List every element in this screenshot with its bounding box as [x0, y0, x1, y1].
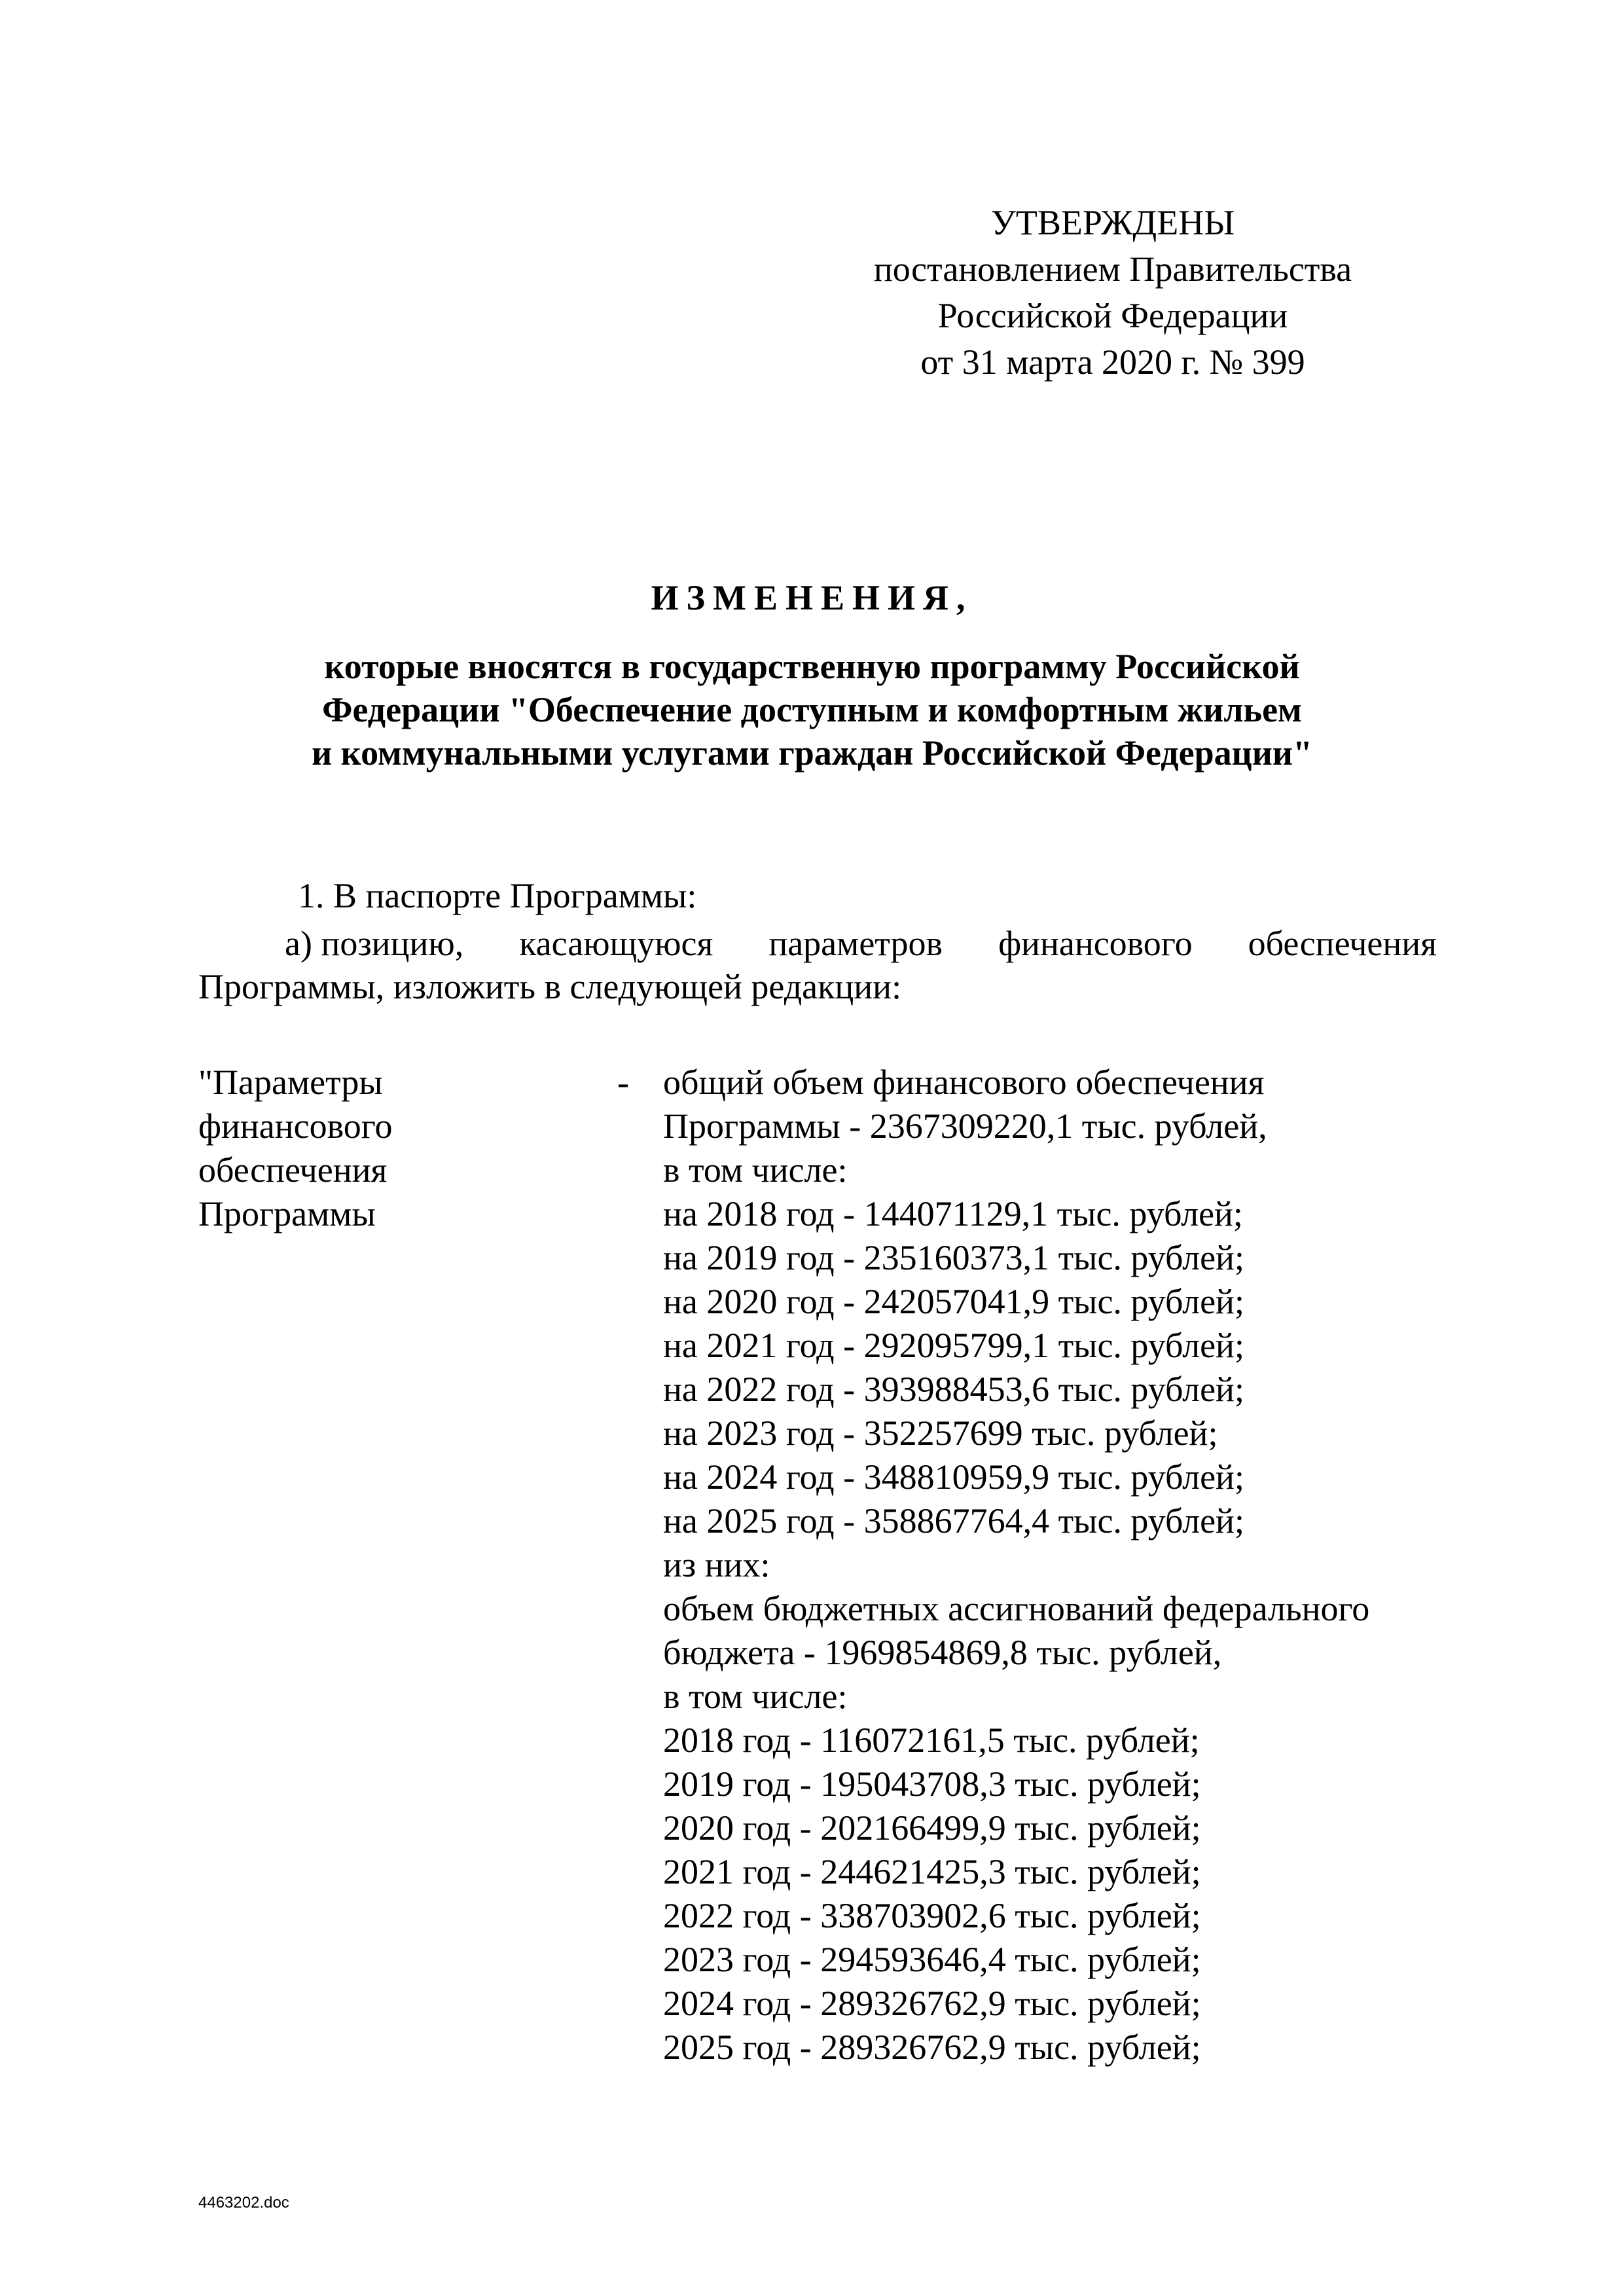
params-value-line: 2022 год - 338703902,6 тыс. рублей;	[663, 1896, 1201, 1935]
subtitle-line: Федерации "Обеспечение доступным и комфортным жильем	[322, 690, 1302, 729]
params-label	[198, 1061, 460, 1236]
approval-line: Российской Федерации	[937, 296, 1288, 335]
params-value-line: 2021 год - 244621425,3 тыс. рублей;	[663, 1852, 1201, 1891]
params-value-line: из них:	[663, 1545, 770, 1584]
params-value-line: 2019 год - 195043708,3 тыс. рублей;	[663, 1764, 1201, 1804]
params-value-line: в том числе:	[663, 1150, 848, 1190]
document-title: ИЗМЕНЕНИЯ,	[651, 578, 973, 617]
params-value-line: на 2018 год - 144071129,1 тыс. рублей;	[663, 1194, 1243, 1233]
params-label-line: "Параметры	[198, 1063, 383, 1102]
approval-block	[785, 200, 1440, 386]
params-value-line: 2025 год - 289326762,9 тыс. рублей;	[663, 2028, 1201, 2067]
params-value-line: на 2022 год - 393988453,6 тыс. рублей;	[663, 1370, 1244, 1409]
item-a-word: обеспечения	[1248, 924, 1437, 963]
item-a-continuation: Программы, изложить в следующей редакции:	[198, 967, 902, 1006]
params-value-line: на 2023 год - 352257699 тыс. рублей;	[663, 1413, 1218, 1453]
subtitle-line: которые вносятся в государственную программу Российской	[324, 647, 1300, 686]
subtitle-line: и коммунальными услугами граждан Российской Федерации"	[312, 733, 1312, 773]
params-value-line: в том числе:	[663, 1677, 848, 1716]
params-value-line: 2024 год - 289326762,9 тыс. рублей;	[663, 1984, 1201, 2023]
item-1: 1. В паспорте Программы:	[298, 876, 697, 915]
item-a-word: а) позицию,	[285, 924, 464, 963]
approval-date-number: от 31 марта 2020 г. № 399	[920, 342, 1305, 382]
params-label-line: Программы	[198, 1194, 376, 1233]
params-value-line: на 2024 год - 348810959,9 тыс. рублей;	[663, 1457, 1244, 1497]
item-a-word: финансового	[998, 924, 1193, 963]
params-value-line: 2020 год - 202166499,9 тыс. рублей;	[663, 1808, 1201, 1848]
params-value-line: бюджета - 1969854869,8 тыс. рублей,	[663, 1633, 1222, 1672]
approval-line: постановлением Правительства	[873, 249, 1352, 289]
params-value-line: на 2019 год - 235160373,1 тыс. рублей;	[663, 1238, 1244, 1277]
params-value-line: 2023 год - 294593646,4 тыс. рублей;	[663, 1940, 1201, 1979]
document-subtitle	[0, 645, 1624, 774]
approval-heading: УТВЕРЖДЕНЫ	[990, 203, 1235, 242]
params-value-line: на 2021 год - 292095799,1 тыс. рублей;	[663, 1326, 1244, 1365]
params-value-line: объем бюджетных ассигнований федерального	[663, 1589, 1370, 1628]
params-value-line: Программы - 2367309220,1 тыс. рублей,	[663, 1106, 1267, 1146]
item-a-first-line	[285, 922, 1437, 965]
item-a-word: параметров	[768, 924, 943, 963]
params-dash: -	[617, 1063, 629, 1102]
params-value-line: 2018 год - 116072161,5 тыс. рублей;	[663, 1721, 1200, 1760]
params-value-line: на 2025 год - 358867764,4 тыс. рублей;	[663, 1501, 1244, 1540]
params-value-line: общий объем финансового обеспечения	[663, 1063, 1265, 1102]
params-label-line: обеспечения	[198, 1150, 388, 1190]
params-values	[663, 1061, 1449, 2069]
params-value-line: на 2020 год - 242057041,9 тыс. рублей;	[663, 1282, 1244, 1321]
item-a-word: касающуюся	[519, 924, 713, 963]
footer-doc-id: 4463202.doc	[198, 2194, 289, 2212]
params-label-line: финансового	[198, 1106, 393, 1146]
